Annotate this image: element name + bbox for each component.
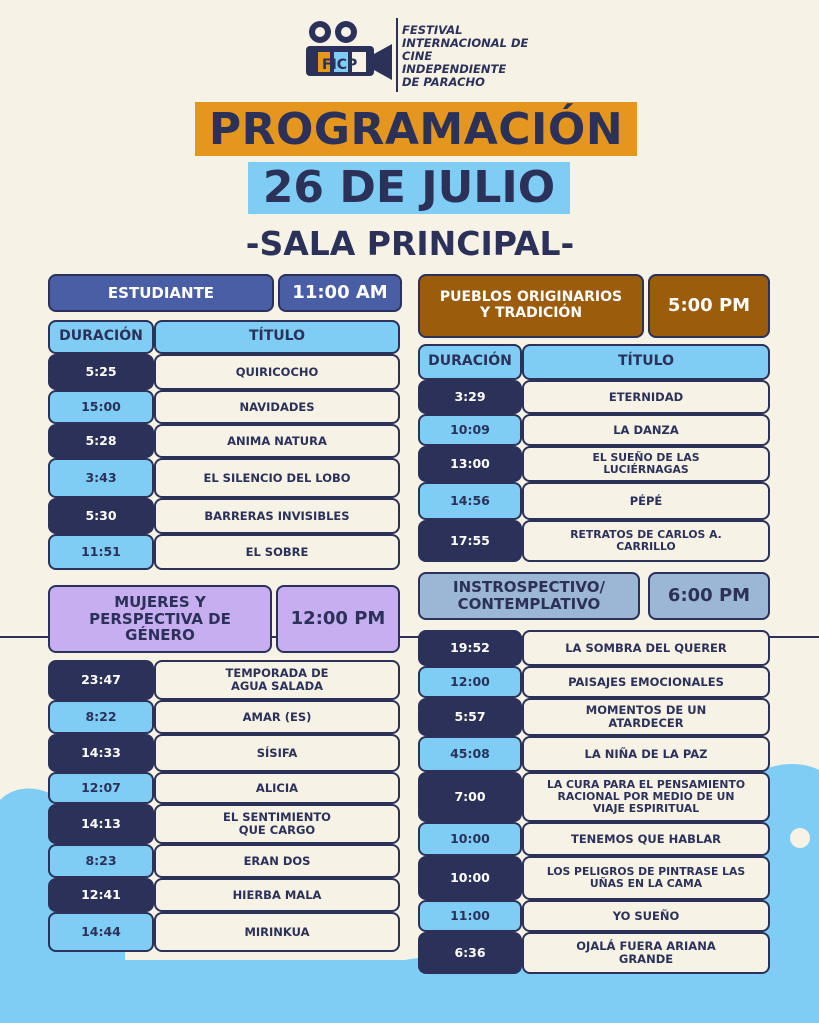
film-title: HIERBA MALA xyxy=(154,878,400,912)
film-duration: 17:55 xyxy=(418,520,522,562)
film-title: MOMENTOS DE UN ATARDECER xyxy=(522,698,770,736)
column-header-title: TÍTULO xyxy=(154,320,400,354)
film-duration: 14:13 xyxy=(48,804,154,844)
film-title: OJALÁ FUERA ARIANA GRANDE xyxy=(522,932,770,974)
room-name: -SALA PRINCIPAL- xyxy=(245,224,575,263)
film-title: ALICIA xyxy=(154,772,400,804)
section-time-instrospectivo: 6:00 PM xyxy=(648,572,770,620)
film-duration: 11:51 xyxy=(48,534,154,570)
column-header-duration: DURACIÓN xyxy=(418,344,522,380)
film-title: LA CURA PARA EL PENSAMIENTO RACIONAL POR MEDIO DE UN VIAJE ESPIRITUAL xyxy=(522,772,770,822)
film-duration: 3:43 xyxy=(48,458,154,498)
film-duration: 15:00 xyxy=(48,390,154,424)
film-duration: 14:44 xyxy=(48,912,154,952)
film-title: ERAN DOS xyxy=(154,844,400,878)
film-duration: 12:07 xyxy=(48,772,154,804)
section-name-estudiante: ESTUDIANTE xyxy=(48,274,274,312)
column-header-title: TÍTULO xyxy=(522,344,770,380)
film-title: QUIRICOCHO xyxy=(154,354,400,390)
section-name-mujeres: MUJERES Y PERSPECTIVA DE GÉNERO xyxy=(48,585,272,653)
film-title: EL SOBRE xyxy=(154,534,400,570)
film-title: RETRATOS DE CARLOS A. CARRILLO xyxy=(522,520,770,562)
film-title: YO SUEÑO xyxy=(522,900,770,932)
film-duration: 10:09 xyxy=(418,414,522,446)
film-duration: 3:29 xyxy=(418,380,522,414)
film-duration: 10:00 xyxy=(418,822,522,856)
film-duration: 8:22 xyxy=(48,700,154,734)
festival-name-line: CINE INDEPENDIENTE xyxy=(402,49,507,76)
film-title: EL SILENCIO DEL LOBO xyxy=(154,458,400,498)
festival-name-line: INTERNACIONAL DE xyxy=(402,36,529,50)
film-duration: 12:41 xyxy=(48,878,154,912)
festival-name xyxy=(402,24,532,89)
event-date: 26 DE JULIO xyxy=(248,162,570,214)
film-duration: 10:00 xyxy=(418,856,522,900)
film-duration: 23:47 xyxy=(48,660,154,700)
film-title: ANIMA NATURA xyxy=(154,424,400,458)
section-time-estudiante: 11:00 AM xyxy=(278,274,402,312)
page-title: PROGRAMACIÓN xyxy=(195,102,637,156)
film-duration: 11:00 xyxy=(418,900,522,932)
film-duration: 14:56 xyxy=(418,482,522,520)
film-camera-logo-icon xyxy=(300,18,396,84)
film-duration: 5:25 xyxy=(48,354,154,390)
film-duration: 5:57 xyxy=(418,698,522,736)
film-title: LA DANZA xyxy=(522,414,770,446)
section-time-mujeres: 12:00 PM xyxy=(276,585,400,653)
film-title: LA SOMBRA DEL QUERER xyxy=(522,630,770,666)
film-duration: 5:30 xyxy=(48,498,154,534)
film-title: BARRERAS INVISIBLES xyxy=(154,498,400,534)
logo-letters: FICP xyxy=(322,57,358,73)
column-header-duration: DURACIÓN xyxy=(48,320,154,354)
film-title: EL SUEÑO DE LAS LUCIÉRNAGAS xyxy=(522,446,770,482)
film-title: NAVIDADES xyxy=(154,390,400,424)
film-title: AMAR (ES) xyxy=(154,700,400,734)
film-title: MIRINKUA xyxy=(154,912,400,952)
section-name-pueblos: PUEBLOS ORIGINARIOS Y TRADICIÓN xyxy=(418,274,644,338)
logo-divider xyxy=(396,18,398,92)
festival-name-line: FESTIVAL xyxy=(402,23,463,37)
film-duration: 8:23 xyxy=(48,844,154,878)
film-duration: 14:33 xyxy=(48,734,154,772)
film-duration: 13:00 xyxy=(418,446,522,482)
film-title: LOS PELIGROS DE PINTRASE LAS UÑAS EN LA CAMA xyxy=(522,856,770,900)
film-duration: 5:28 xyxy=(48,424,154,458)
film-title: SÍSIFA xyxy=(154,734,400,772)
film-duration: 12:00 xyxy=(418,666,522,698)
film-title: TEMPORADA DE AGUA SALADA xyxy=(154,660,400,700)
film-title: PÉPÉ xyxy=(522,482,770,520)
festival-name-line: DE PARACHO xyxy=(402,75,485,89)
film-title: ETERNIDAD xyxy=(522,380,770,414)
film-title: TENEMOS QUE HABLAR xyxy=(522,822,770,856)
section-name-instrospectivo: INSTROSPECTIVO/ CONTEMPLATIVO xyxy=(418,572,640,620)
film-duration: 19:52 xyxy=(418,630,522,666)
film-duration: 7:00 xyxy=(418,772,522,822)
film-duration: 45:08 xyxy=(418,736,522,772)
film-title: PAISAJES EMOCIONALES xyxy=(522,666,770,698)
film-title: EL SENTIMIENTO QUE CARGO xyxy=(154,804,400,844)
section-time-pueblos: 5:00 PM xyxy=(648,274,770,338)
film-duration: 6:36 xyxy=(418,932,522,974)
film-title: LA NIÑA DE LA PAZ xyxy=(522,736,770,772)
